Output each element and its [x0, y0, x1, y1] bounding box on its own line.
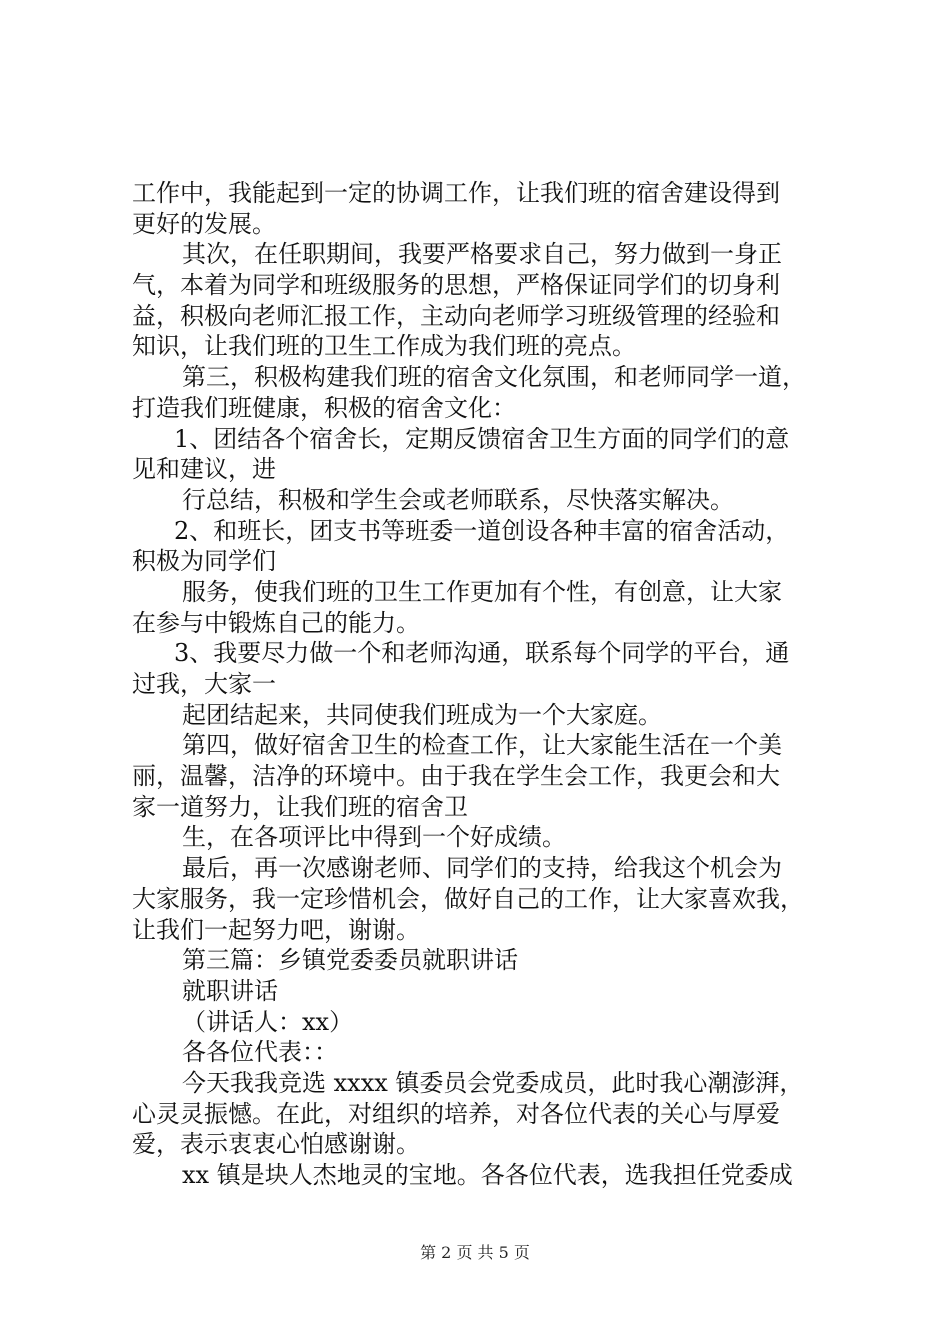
text-line: 最后，再一次感谢老师、同学们的支持，给我这个机会为: [182, 854, 782, 883]
salutation: 各各位代表：：: [182, 1038, 338, 1067]
text-line: 气，本着为同学和班级服务的思想，严格保证同学们的切身利: [132, 271, 780, 300]
text-line: 服务，使我们班的卫生工作更加有个性，有创意，让大家: [182, 577, 782, 606]
document-body: [132, 178, 832, 1191]
text-line: 益，积极向老师汇报工作，主动向老师学习班级管理的经验和: [132, 301, 780, 330]
text-line: 知识，让我们班的卫生工作成为我们班的亮点。: [132, 332, 636, 361]
speaker-line: （讲话人：xx）: [182, 1007, 354, 1036]
section-heading: 第三篇：乡镇党委委员就职讲话: [182, 946, 518, 975]
text-line: 行总结，积极和学生会或老师联系，尽快落实解决。: [182, 485, 734, 514]
text-line: 见和建议，进: [132, 455, 276, 484]
text-line: 丽，温馨，洁净的环境中。由于我在学生会工作，我更会和大: [132, 762, 780, 791]
text-line: 生，在各项评比中得到一个好成绩。: [182, 823, 566, 852]
text-line: 今天我我竞选 xxxx 镇委员会党委成员，此时我心潮澎湃，: [182, 1068, 804, 1097]
text-line: 过我，大家一: [132, 670, 276, 698]
text-line: 爱，表示衷衷心怕感谢谢。: [132, 1130, 420, 1159]
text-line: 起团结起来，共同使我们班成为一个大家庭。: [182, 700, 662, 729]
text-line: 3、我要尽力做一个和老师沟通，联系每个同学的平台，通: [174, 639, 790, 668]
text-line: 第三，积极构建我们班的宿舍文化氛围，和老师同学一道，: [182, 363, 806, 392]
text-line: 大家服务，我一定珍惜机会，做好自己的工作，让大家喜欢我，: [132, 884, 804, 913]
text-line: 1、团结各个宿舍长，定期反馈宿舍卫生方面的同学们的意: [174, 424, 790, 453]
text-line: 在参与中锻炼自己的能力。: [132, 608, 420, 637]
text-line: 2、和班长，团支书等班委一道创设各种丰富的宿舍活动，: [174, 516, 790, 545]
text-line: 其次，在任职期间，我要严格要求自己，努力做到一身正: [182, 240, 782, 269]
page-number-footer: 第 2 页 共 5 页: [420, 1243, 530, 1262]
text-line: xx 镇是块人杰地灵的宝地。各各位代表，选我担任党委成: [182, 1161, 793, 1189]
text-line: 更好的发展。: [132, 209, 276, 238]
text-line: 让我们一起努力吧，谢谢。: [132, 915, 420, 944]
speech-title: 就职讲话: [182, 976, 278, 1005]
text-line: 打造我们班健康，积极的宿舍文化：: [132, 393, 516, 422]
text-line: 积极为同学们: [132, 547, 276, 576]
text-line: 工作中，我能起到一定的协调工作，让我们班的宿舍建设得到: [132, 179, 780, 207]
text-line: 心灵灵振憾。在此，对组织的培养，对各位代表的关心与厚爱: [132, 1099, 780, 1128]
text-line: 家一道努力，让我们班的宿舍卫: [132, 792, 468, 821]
text-line: 第四，做好宿舍卫生的检查工作，让大家能生活在一个美: [182, 731, 782, 760]
